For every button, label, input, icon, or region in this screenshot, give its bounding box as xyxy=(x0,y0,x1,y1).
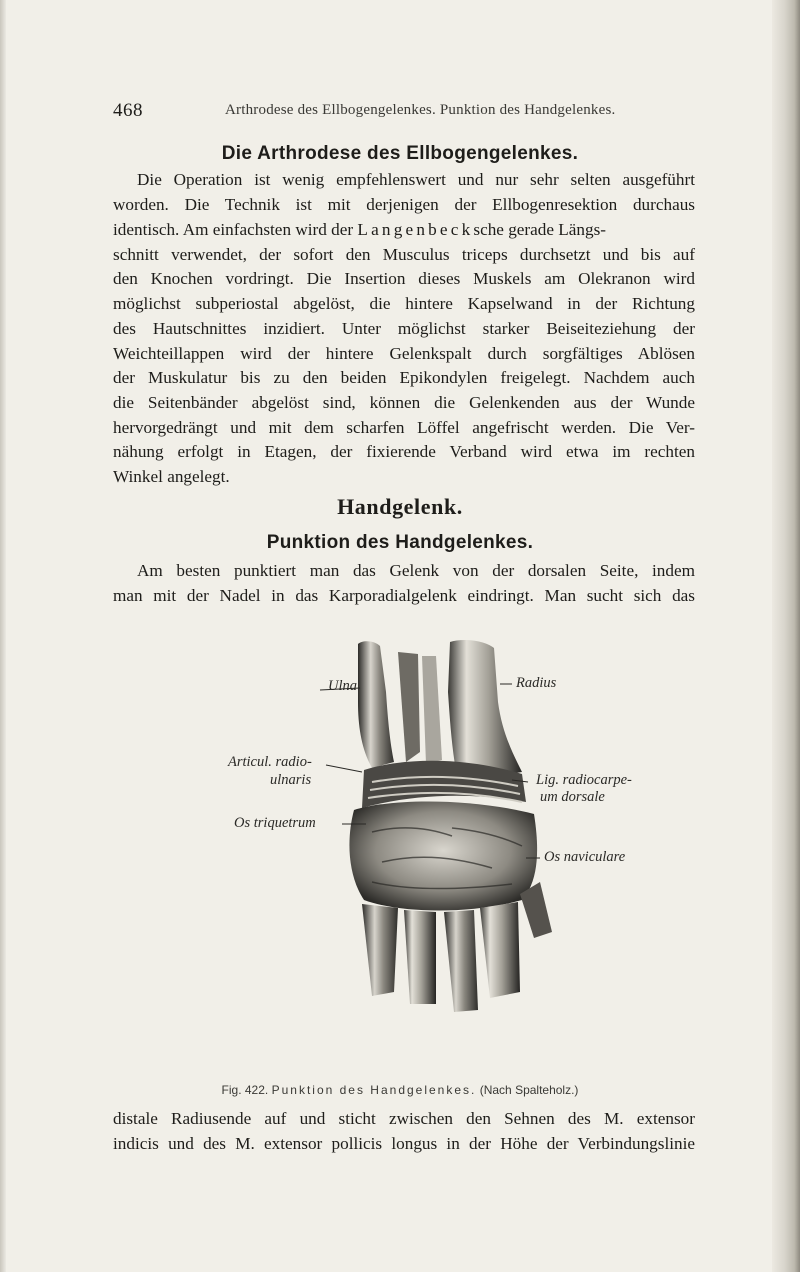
section-title-arthrodese: Die Arthrodese des Ellbogengelenkes. xyxy=(221,143,579,164)
caption-source: (Nach Spalteholz.) xyxy=(479,1083,579,1097)
figure-wrist-puncture xyxy=(222,632,642,1072)
text-line: des Hautschnittes inzidiert. Unter möglichst starker Beiseiteziehung der xyxy=(113,319,695,338)
section-title-punktion: Punktion des Handgelenkes. xyxy=(266,532,534,553)
metacarpal-shape xyxy=(444,910,478,1012)
text-line: Weichteillappen wird der hintere Gelenkspalt durch sorgfältiges Ablösen xyxy=(113,344,695,363)
tendon-shape xyxy=(422,656,442,764)
page-edge-left xyxy=(0,0,6,1272)
text-line: indicis und des M. extensor pollicis longus in der Höhe der Verbindungslinie xyxy=(113,1134,695,1153)
running-title: Arthrodese des Ellbogengelenkes. Punktion des Handgelenkes. xyxy=(225,102,616,118)
page-number: 468 xyxy=(113,100,143,121)
label-lig-radiocarpeum-2: um dorsale xyxy=(540,789,605,805)
label-os-naviculare: Os naviculare xyxy=(544,849,626,865)
text-line: man mit der Nadel in das Karporadialgelenk eindringt. Man sucht sich das xyxy=(113,586,695,605)
ulna-shape xyxy=(358,641,394,768)
page-edge-right xyxy=(772,0,800,1272)
text-line: distale Radiusende auf und sticht zwischen den Sehnen des M. extensor xyxy=(113,1109,695,1128)
text-fragment: sche gerade Längs- xyxy=(473,220,607,239)
caption-title: Punktion des Handgelenkes. xyxy=(271,1083,477,1097)
label-articul-radioulnaris-1: Articul. radio- xyxy=(228,754,312,770)
label-radius: Radius xyxy=(516,675,557,691)
label-ulna: Ulna xyxy=(328,678,357,694)
text-line: möglichst subperiostal abgelöst, die hintere Kapselwand in der Richtung xyxy=(113,294,695,313)
text-line: der Muskulatur bis zu den beiden Epikondylen freigelegt. Nachdem auch xyxy=(113,368,695,387)
chapter-title-handgelenk: Handgelenk. xyxy=(337,494,463,519)
metacarpal-shape xyxy=(404,910,436,1004)
text-line: die Seitenbänder abgelöst sind, können die Gelenkenden aus der Wunde xyxy=(113,393,695,412)
text-line: Winkel angelegt. xyxy=(113,467,230,486)
text-line: hervorgedrängt und mit dem scharfen Löffel angefrischt werden. Die Ver- xyxy=(113,418,695,437)
tendon-shape xyxy=(398,652,420,762)
metacarpal-shape xyxy=(362,904,398,996)
figure-caption xyxy=(0,1083,800,1097)
label-lig-radiocarpeum-1: Lig. radiocarpe- xyxy=(536,772,632,788)
text-line xyxy=(113,220,695,240)
text-line: Am besten punktiert man das Gelenk von der dorsalen Seite, indem xyxy=(137,561,695,580)
metacarpal-shape xyxy=(480,902,520,998)
text-fragment: identisch. Am einfachsten wird der xyxy=(113,220,354,239)
author-name-langenbeck: Langenbeck xyxy=(357,220,474,239)
text-line: nähung erfolgt in Etagen, der fixierende Verband wird etwa im rechten xyxy=(113,442,695,461)
text-line: worden. Die Technik ist mit derjenigen der Ellbogenresektion durchaus xyxy=(113,195,695,214)
label-articul-radioulnaris-2: ulnaris xyxy=(270,772,312,788)
text-line: den Knochen vordringt. Die Insertion dieses Muskels am Olekranon wird xyxy=(113,269,695,288)
radius-shape xyxy=(448,640,522,782)
label-os-triquetrum: Os triquetrum xyxy=(234,815,316,831)
caption-prefix: Fig. 422. xyxy=(221,1083,269,1097)
carpal-bones-shape xyxy=(349,801,537,910)
text-line: schnitt verwendet, der sofort den Musculus triceps durchsetzt und bis auf xyxy=(113,245,695,264)
text-line: Die Operation ist wenig empfehlenswert und nur sehr selten ausgeführt xyxy=(137,170,695,189)
running-head xyxy=(113,100,693,122)
